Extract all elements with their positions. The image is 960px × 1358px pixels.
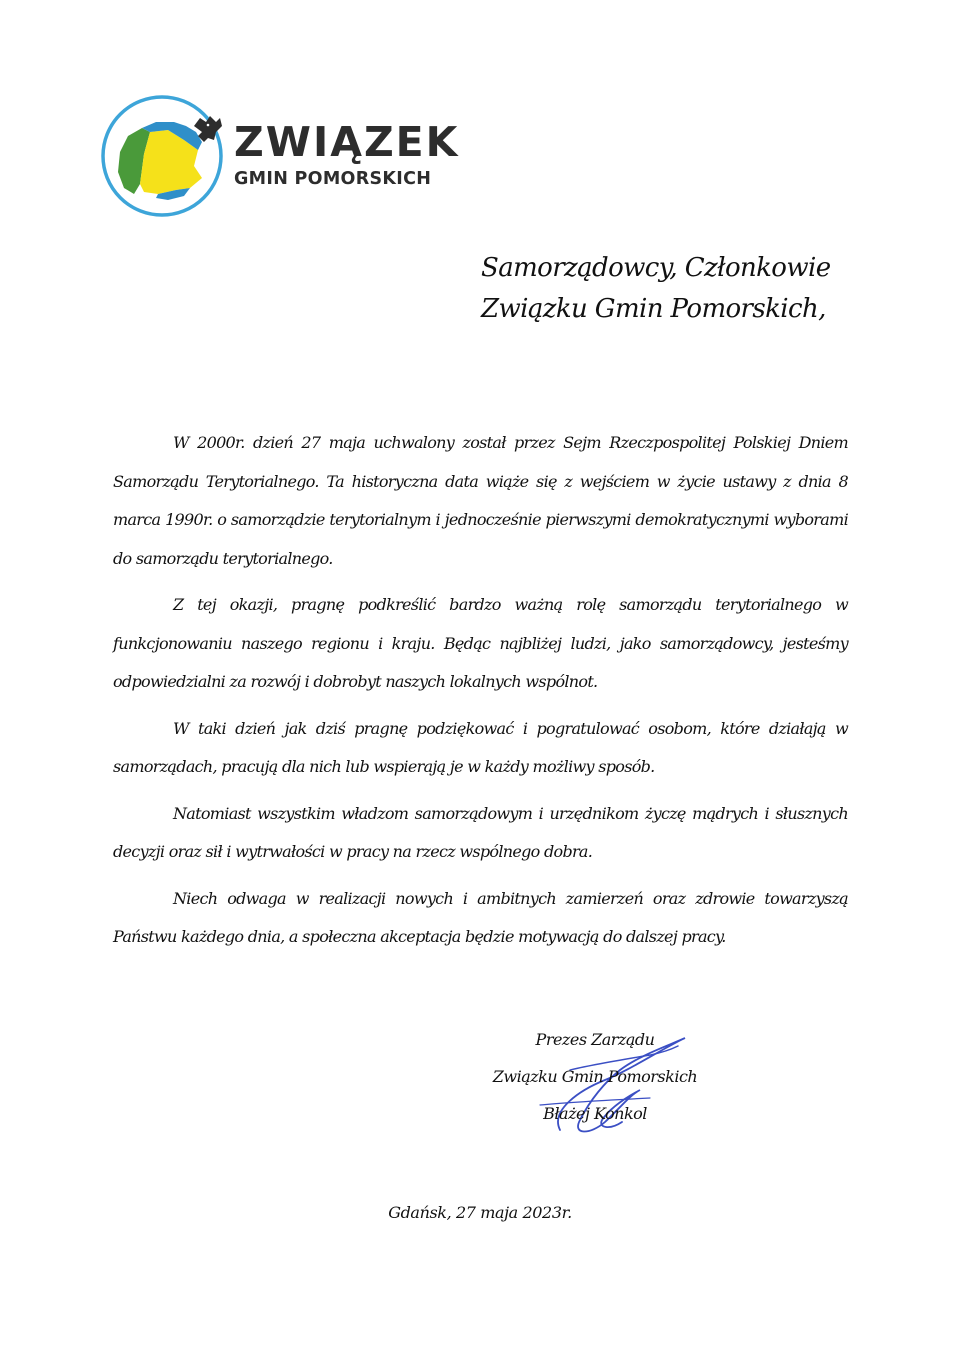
logo-title: ZWIĄZEK [234,118,460,166]
place-and-date: Gdańsk, 27 maja 2023r. [388,1203,572,1222]
letter-body [113,424,848,965]
signature-block [470,1030,720,1160]
organization-logo [98,92,460,220]
paragraph-4: Natomiast wszystkim władzom samorządowym i urzędnikom życzę mądrych i słusznych decyzji oraz sił i wytrwałości w pracy na rzecz wspólnego dobra. [113,803,848,861]
salutation [481,248,831,330]
logo-subtitle: GMIN POMORSKICH [234,169,432,189]
signatory-organization: Związku Gmin Pomorskich [492,1067,698,1086]
paragraph-1: W 2000r. dzień 27 maja uchwalony został przez Sejm Rzeczpospolitej Polskiej Dniem Samorządu Terytorialnego. Ta historyczna data wiąże się z wejściem w życie ustawy z dnia 8 marca 1990r. o samorządzie terytorialnym i jednocześnie pierwszymi demokratycznymi wyborami do samorządu terytorialnego. [113,433,848,568]
paragraph-2: Z tej okazji, pragnę podkreślić bardzo ważną rolę samorządu terytorialnego w funkcjonowaniu naszego regionu i kraju. Będąc najbliżej ludzi, jako samorządowcy, jesteśmy odpowiedzialni za rozwój i dobrobyt naszych lokalnych wspólnot. [113,595,848,691]
salutation-line-2: Związku Gmin Pomorskich, [481,294,826,324]
paragraph-5: Niech odwaga w realizacji nowych i ambitnych zamierzeń oraz zdrowie towarzyszą Państwu każdego dnia, a społeczna akceptacja będzie motywacją do dalszej pracy. [113,888,848,946]
paragraph-3: W taki dzień jak dziś pragnę podziękować i pogratulować osobom, które działają w samorządach, pracują dla nich lub wspierają je w każdy możliwy sposób. [113,718,848,776]
signatory-role: Prezes Zarządu [535,1030,655,1049]
signatory-name: Błażej Konkol [543,1104,647,1123]
salutation-line-1: Samorządowcy, Członkowie [481,253,831,283]
